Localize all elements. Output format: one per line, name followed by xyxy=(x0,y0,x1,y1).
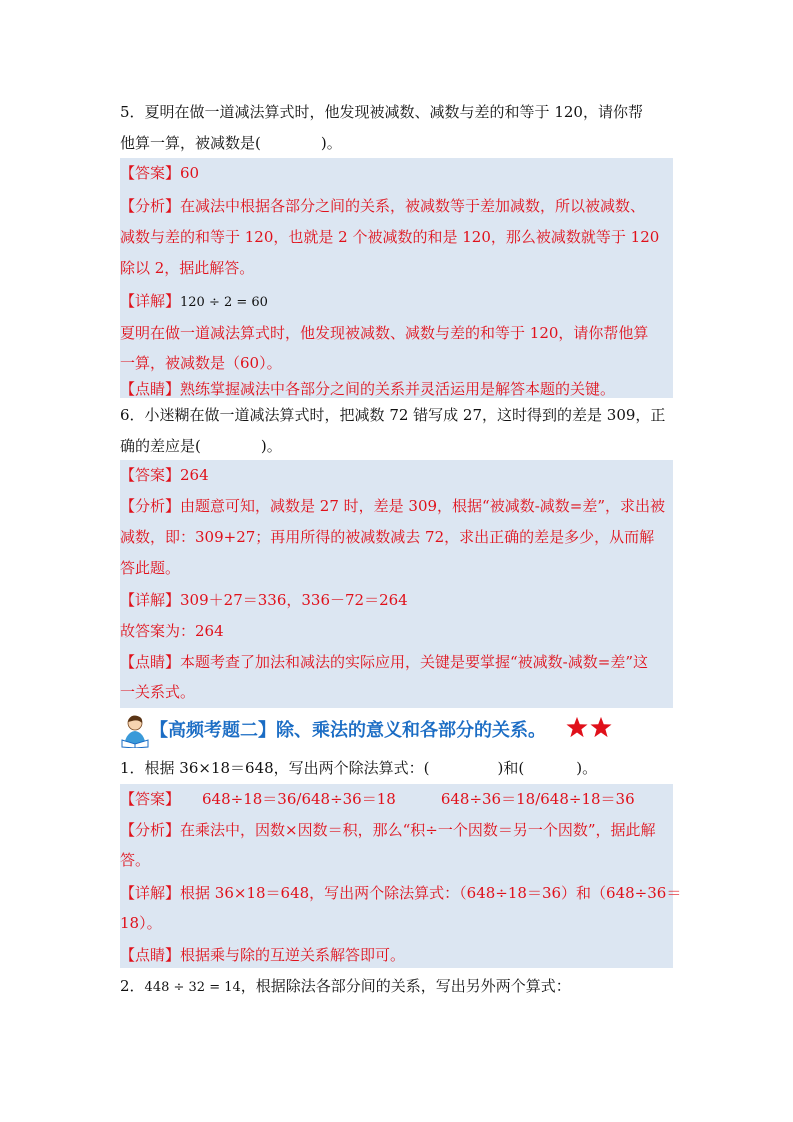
analysis-s1: 【分析】在乘法中，因数×因数＝积，那么“积÷一个因数＝另一个因数”，据此解 xyxy=(120,821,656,839)
question-5-line-1: 5．夏明在做一道减法算式时，他发现被减数、减数与差的和等于 120，请你帮 xyxy=(120,103,643,121)
detail-s1: 【详解】根据 36×18＝648，写出两个除法算式：（648÷18＝36）和（648÷36＝ xyxy=(120,884,682,902)
section-question-1: 1．根据 36×18＝648，写出两个除法算式：( )和( )。 xyxy=(120,759,598,777)
solution-box-q6 xyxy=(120,460,673,708)
question-5 xyxy=(120,97,673,159)
solution-box-s1 xyxy=(120,784,682,968)
comment-q5: 【点睛】熟练掌握减法中各部分之间的关系并灵活运用是解答本题的关键。 xyxy=(120,380,616,398)
section-title: 【高频考题二】除、乘法的意义和各部分的关系。 xyxy=(150,720,546,741)
comment-q6-line-2: 一关系式。 xyxy=(120,683,196,701)
analysis-q6: 【分析】由题意可知，减数是 27 时，差是 309，根据“被减数-减数=差”，求出被 xyxy=(120,497,666,515)
analysis-q5: 【分析】在减法中根据各部分之间的关系，被减数等于差加减数，所以被减数、 xyxy=(120,197,646,215)
detail-q5-line-1: 夏明在做一道减法算式时，他发现被减数、减数与差的和等于 120，请你帮他算 xyxy=(120,324,649,342)
detail-q5: 【详解】120 ÷ 2 = 60 xyxy=(120,292,268,310)
detail-q6-line-2: 故答案为：264 xyxy=(120,622,224,640)
student-reading-icon xyxy=(120,714,150,752)
question-5-line-2: 他算一算，被减数是( )。 xyxy=(120,134,342,152)
section-question-2: 2．448 ÷ 32 = 14，根据除法各部分间的关系，写出另外两个算式： xyxy=(120,977,571,995)
section-heading xyxy=(120,712,673,752)
analysis-s1-line-2: 答。 xyxy=(120,851,151,869)
question-6-line-2: 确的差应是( )。 xyxy=(120,437,282,455)
detail-q5-line-2: 一算，被减数是（60）。 xyxy=(120,354,282,372)
answer-q6: 【答案】264 xyxy=(120,466,209,484)
analysis-q6-line-3: 答此题。 xyxy=(120,559,181,577)
question-6-line-1: 6．小迷糊在做一道减法算式时，把减数 72 错写成 27，这时得到的差是 309，正 xyxy=(120,406,666,424)
star-icon xyxy=(566,716,588,742)
answer-q5: 【答案】60 xyxy=(120,164,200,182)
comment-q6: 【点睛】本题考查了加法和减法的实际应用，关键是要掌握“被减数-减数=差”这 xyxy=(120,653,648,671)
comment-s1: 【点睛】根据乘与除的互逆关系解答即可。 xyxy=(120,946,406,964)
detail-s1-line-2: 18）。 xyxy=(120,914,162,932)
analysis-q6-line-2: 减数，即：309+27；再用所得的被减数减去 72，求出正确的差是多少，从而解 xyxy=(120,528,655,546)
answer-s1: 【答案】 648÷18＝36/648÷36＝18 648÷36＝18/648÷18＝36 xyxy=(120,790,635,808)
star-icon xyxy=(590,716,612,742)
analysis-q5-line-3: 除以 2，据此解答。 xyxy=(120,259,255,277)
analysis-q5-line-2: 减数与差的和等于 120，也就是 2 个被减数的和是 120，那么被减数就等于 120 xyxy=(120,228,660,246)
question-6 xyxy=(120,400,673,462)
detail-q6: 【详解】309＋27＝336，336－72＝264 xyxy=(120,591,408,609)
solution-box-q5 xyxy=(120,158,673,398)
